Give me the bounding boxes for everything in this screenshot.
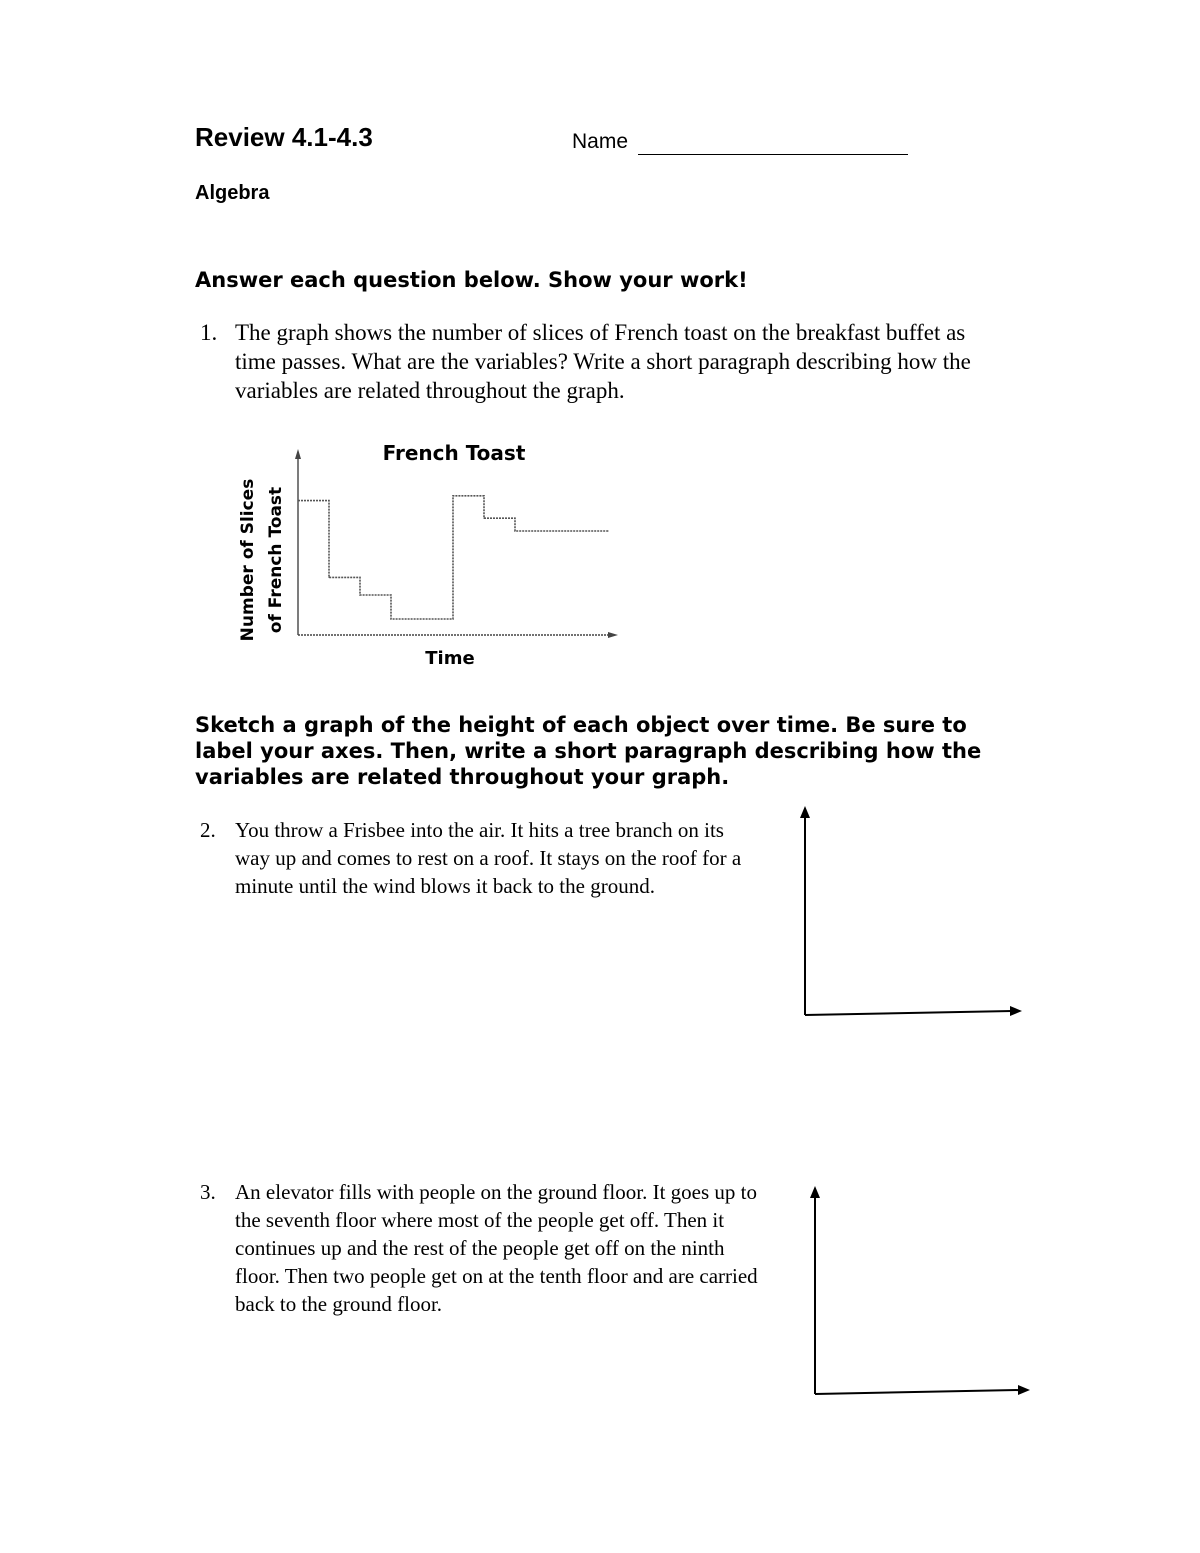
chart-series-line-0 (298, 496, 608, 619)
chart-title: French Toast (382, 441, 526, 465)
question-text: The graph shows the number of slices of French toast on the breakfast buffet as time passes. What are the variables? Write a short paragraph describing how the variables are related throughout the graph. (235, 320, 971, 403)
y-axis-label-line-1: Number of Slices (238, 478, 258, 642)
blank-graph-axes-q2[interactable] (790, 800, 1030, 1025)
chart-x-arrow-icon (608, 632, 618, 638)
chart-point (452, 495, 453, 496)
chart-point (359, 594, 360, 595)
subject-label: Algebra (195, 182, 270, 204)
x-axis-arrow-icon (1010, 1006, 1022, 1016)
x-axis-label: Time (425, 648, 475, 669)
question-text: You throw a Frisbee into the air. It hits a tree branch on its way up and comes to rest on a roof. It stays on the roof for a minute until the wind blows it back to the ground. (235, 818, 742, 898)
x-axis-arrow-icon (1018, 1385, 1030, 1395)
y-axis-arrow-icon (800, 806, 810, 818)
chart-y-arrow-icon (295, 449, 301, 459)
chart-point (483, 495, 484, 496)
chart-axes (295, 449, 618, 638)
chart-series (297, 495, 608, 619)
x-axis-line (815, 1390, 1020, 1394)
y-axis-label-line-2: of French Toast (266, 486, 286, 634)
chart-point (328, 577, 329, 578)
french-toast-chart (220, 430, 640, 680)
x-axis-line (805, 1011, 1012, 1015)
section-instruction: Answer each question below. Show your work! (195, 268, 748, 292)
question-number: 3. (200, 1180, 216, 1204)
chart-point (514, 530, 515, 531)
question-text: An elevator fills with people on the ground floor. It goes up to the seventh floor where most of the people get off. Then it continues up and the rest of the people get off on the ninth floor. Then two people get on at the tenth floor and are carried back to the ground floor. (235, 1180, 758, 1316)
section-instruction-2: Sketch a graph of the height of each object over time. Be sure to label your axes. Then, write a short paragraph describing how the variables are related throughout your graph. (195, 713, 982, 789)
chart-point (359, 577, 360, 578)
blank-graph-axes-q3[interactable] (800, 1180, 1040, 1405)
chart-point (390, 618, 391, 619)
y-axis-arrow-icon (810, 1186, 820, 1198)
name-blank-line[interactable] (638, 154, 908, 155)
chart-point (297, 500, 298, 501)
question-number: 2. (200, 818, 216, 842)
chart-point (452, 618, 453, 619)
page-title: Review 4.1-4.3 (195, 122, 373, 152)
chart-point (607, 530, 608, 531)
chart-point (390, 594, 391, 595)
chart-point (483, 518, 484, 519)
chart-point (328, 500, 329, 501)
question-number: 1. (200, 320, 218, 345)
chart-point (514, 518, 515, 519)
name-label: Name (572, 130, 629, 153)
